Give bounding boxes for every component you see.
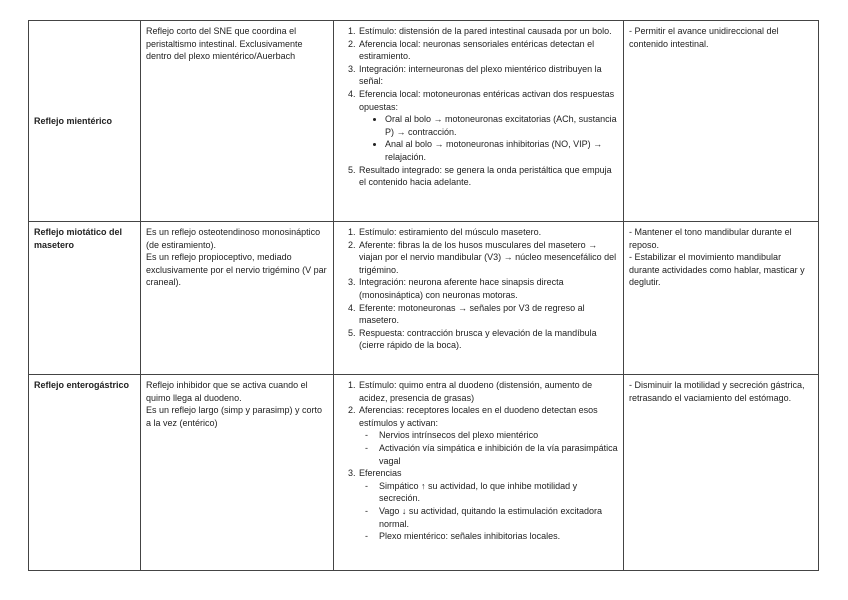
steps-cell [334,21,624,222]
step-item [358,226,618,239]
step-item [358,63,618,88]
step-text: Respuesta: contracción brusca y elevación de la mandíbula (cierre rápido de la boca). [359,327,597,351]
description-cell [141,21,334,222]
reflex-name-cell [29,375,141,571]
function-text: - Disminuir la motilidad y secreción gástrica, retrasando el vaciamiento del estómago. [629,380,805,403]
step-text: Estímulo: distensión de la pared intestinal causada por un bolo. [359,26,612,36]
steps-list [339,25,618,189]
sub-item: - Simpático ↑ su actividad, lo que inhibe motilidad y secreción. [379,480,618,505]
step-item [358,239,618,277]
steps-cell [334,375,624,571]
sub-item: - Nervios intrínsecos del plexo mientérico [379,429,618,442]
step-text: Aferencias: receptores locales en el duodeno detectan esos estímulos y activan: [359,405,598,428]
step-item [358,88,618,164]
step-text: Eferente: motoneuronas → señales por V3 de regreso al masetero. [359,302,585,326]
description-text: Reflejo inhibidor que se activa cuando el quimo llega al duodeno. [146,380,308,403]
description-text: Es un reflejo propioceptivo, mediado exclusivamente por el nervio trigémino (V par craneal). [146,252,327,288]
function-text: - Permitir el avance unidireccional del contenido intestinal. [629,26,779,49]
step-text: Integración: interneuronas del plexo mientérico distribuyen la señal: [359,63,602,87]
reflex-name-cell [29,21,141,222]
sub-list [359,480,618,543]
reflex-name: Reflejo enterogástrico [34,380,130,390]
steps-list [339,379,618,543]
step-item [358,302,618,327]
function-text: - Estabilizar el movimiento mandibular durante actividades como hablar, masticar y deglutir. [629,252,805,288]
sub-item: - Activación vía simpática e inhibición de la vía parasimpática vagal [379,442,618,467]
step-item [358,38,618,63]
table-row [29,21,819,222]
step-text: Integración: neurona aferente hace sinapsis directa (monosináptica) con neuronas motoras. [359,277,564,300]
description-cell [141,375,334,571]
function-cell [624,21,819,222]
step-item [358,379,618,404]
sub-list [359,113,618,163]
reflex-name: Reflejo mientérico [34,115,113,126]
sub-list [359,429,618,467]
step-item [358,276,618,301]
step-text: Estímulo: estiramiento del músculo masetero. [359,227,542,237]
steps-list [339,226,618,352]
description-text: Reflejo corto del SNE que coordina el peristaltismo intestinal. Exclusivamente dentro del plexo mientérico/Auerbach [146,26,303,62]
table-row [29,222,819,375]
sub-item: • Anal al bolo → motoneuronas inhibitorias (NO, VIP) → relajación. [385,138,618,163]
sub-item: - Vago ↓ su actividad, quitando la estimulación excitadora normal. [379,505,618,530]
step-item [358,327,618,352]
step-text: Aferencia local: neuronas sensoriales entéricas detectan el estiramiento. [359,38,595,62]
description-text: Es un reflejo osteotendinoso monosináptico (de estiramiento). [146,227,321,250]
step-text: Resultado integrado: se genera la onda peristáltica que empuja el contenido hacia adelante. [359,164,612,188]
table-row [29,375,819,571]
step-text: Estímulo: quimo entra al duodeno (distensión, aumento de acidez, presencia de grasas) [359,380,593,403]
steps-cell [334,222,624,375]
step-item [358,404,618,467]
step-item [358,467,618,543]
step-text: Eferencia local: motoneuronas entéricas activan dos respuestas opuestas: [359,88,615,112]
function-cell [624,222,819,375]
description-cell [141,222,334,375]
function-text: - Mantener el tono mandibular durante el reposo. [629,227,792,250]
reflex-name-cell [29,222,141,375]
step-text: Aferente: fibras la de los husos musculares del masetero → viajan por el nervio mandibular (V3) → núcleo mesencefálico del trigémino. [359,239,617,275]
step-item [358,25,618,38]
reflex-table [28,20,819,571]
step-text: Eferencias [359,468,402,479]
sub-item: • Oral al bolo → motoneuronas excitatorias (ACh, sustancia P) → contracción. [385,113,618,138]
reflex-name: Reflejo miotático del masetero [34,227,123,250]
sub-item: - Plexo mientérico: señales inhibitorias locales. [379,530,618,543]
description-text: Es un reflejo largo (simp y parasimp) y corto a la vez (entérico) [146,405,323,428]
step-item [358,164,618,189]
function-cell [624,375,819,571]
